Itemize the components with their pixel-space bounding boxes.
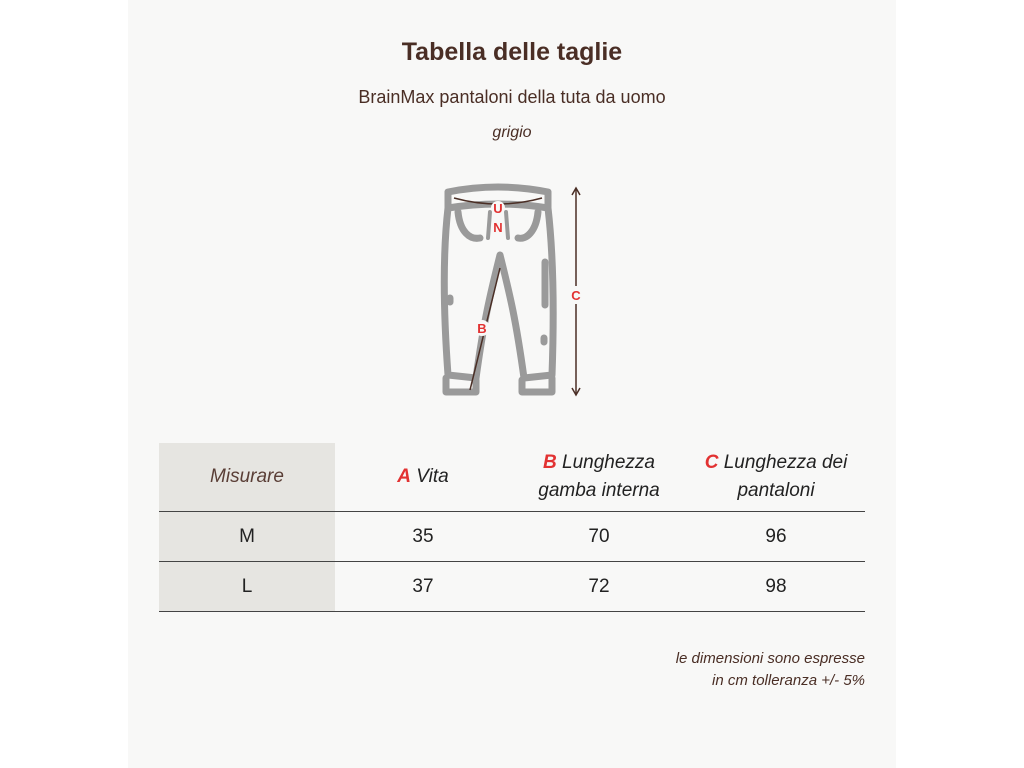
page-title: Tabella delle taglie — [401, 38, 623, 66]
inseam-cell: 70 — [511, 512, 687, 562]
product-color: grigio — [492, 124, 532, 141]
waist-label-u: U — [493, 201, 503, 216]
header-inseam — [511, 443, 687, 512]
length-cell: 96 — [687, 512, 865, 562]
header-length-label-1: Lunghezza dei — [723, 452, 848, 473]
size-cell: L — [159, 562, 335, 612]
header-measure — [159, 443, 335, 512]
header-length — [687, 443, 865, 512]
length-label: C — [571, 288, 581, 303]
size-cell: M — [159, 512, 335, 562]
sweatpants-icon — [128, 0, 896, 430]
waist-label-n: N — [493, 220, 503, 235]
table-row — [159, 562, 865, 612]
tolerance-note — [676, 648, 865, 692]
size-chart-card — [128, 0, 896, 768]
drawstring-right — [506, 212, 508, 238]
tolerance-note-line-1: le dimensioni sono espresse — [675, 650, 865, 667]
header-length-letter: C — [704, 452, 719, 473]
waist-cell: 37 — [335, 562, 511, 612]
table-header-row — [159, 443, 865, 512]
header-measure-label: Misurare — [210, 466, 284, 487]
header-inseam-letter: B — [543, 452, 557, 473]
header-inseam-label-2: gamba interna — [538, 480, 660, 501]
header-inseam-label-1: Lunghezza — [562, 452, 655, 473]
inseam-cell: 72 — [511, 562, 687, 612]
size-table — [159, 443, 865, 612]
waist-cell: 35 — [335, 512, 511, 562]
header-waist-letter: A — [397, 466, 412, 487]
length-cell: 98 — [687, 562, 865, 612]
product-subtitle: BrainMax pantaloni della tuta da uomo — [358, 87, 666, 107]
right-pocket — [518, 212, 538, 238]
header-waist-label: Vita — [416, 466, 449, 487]
left-pocket — [458, 212, 480, 238]
tolerance-note-line-2: in cm tolleranza +/- 5% — [712, 672, 865, 689]
table-row — [159, 512, 865, 562]
drawstring-left — [488, 212, 490, 238]
header-length-label-2: pantaloni — [737, 480, 815, 501]
inseam-label: B — [477, 321, 487, 336]
header-waist — [335, 443, 511, 512]
